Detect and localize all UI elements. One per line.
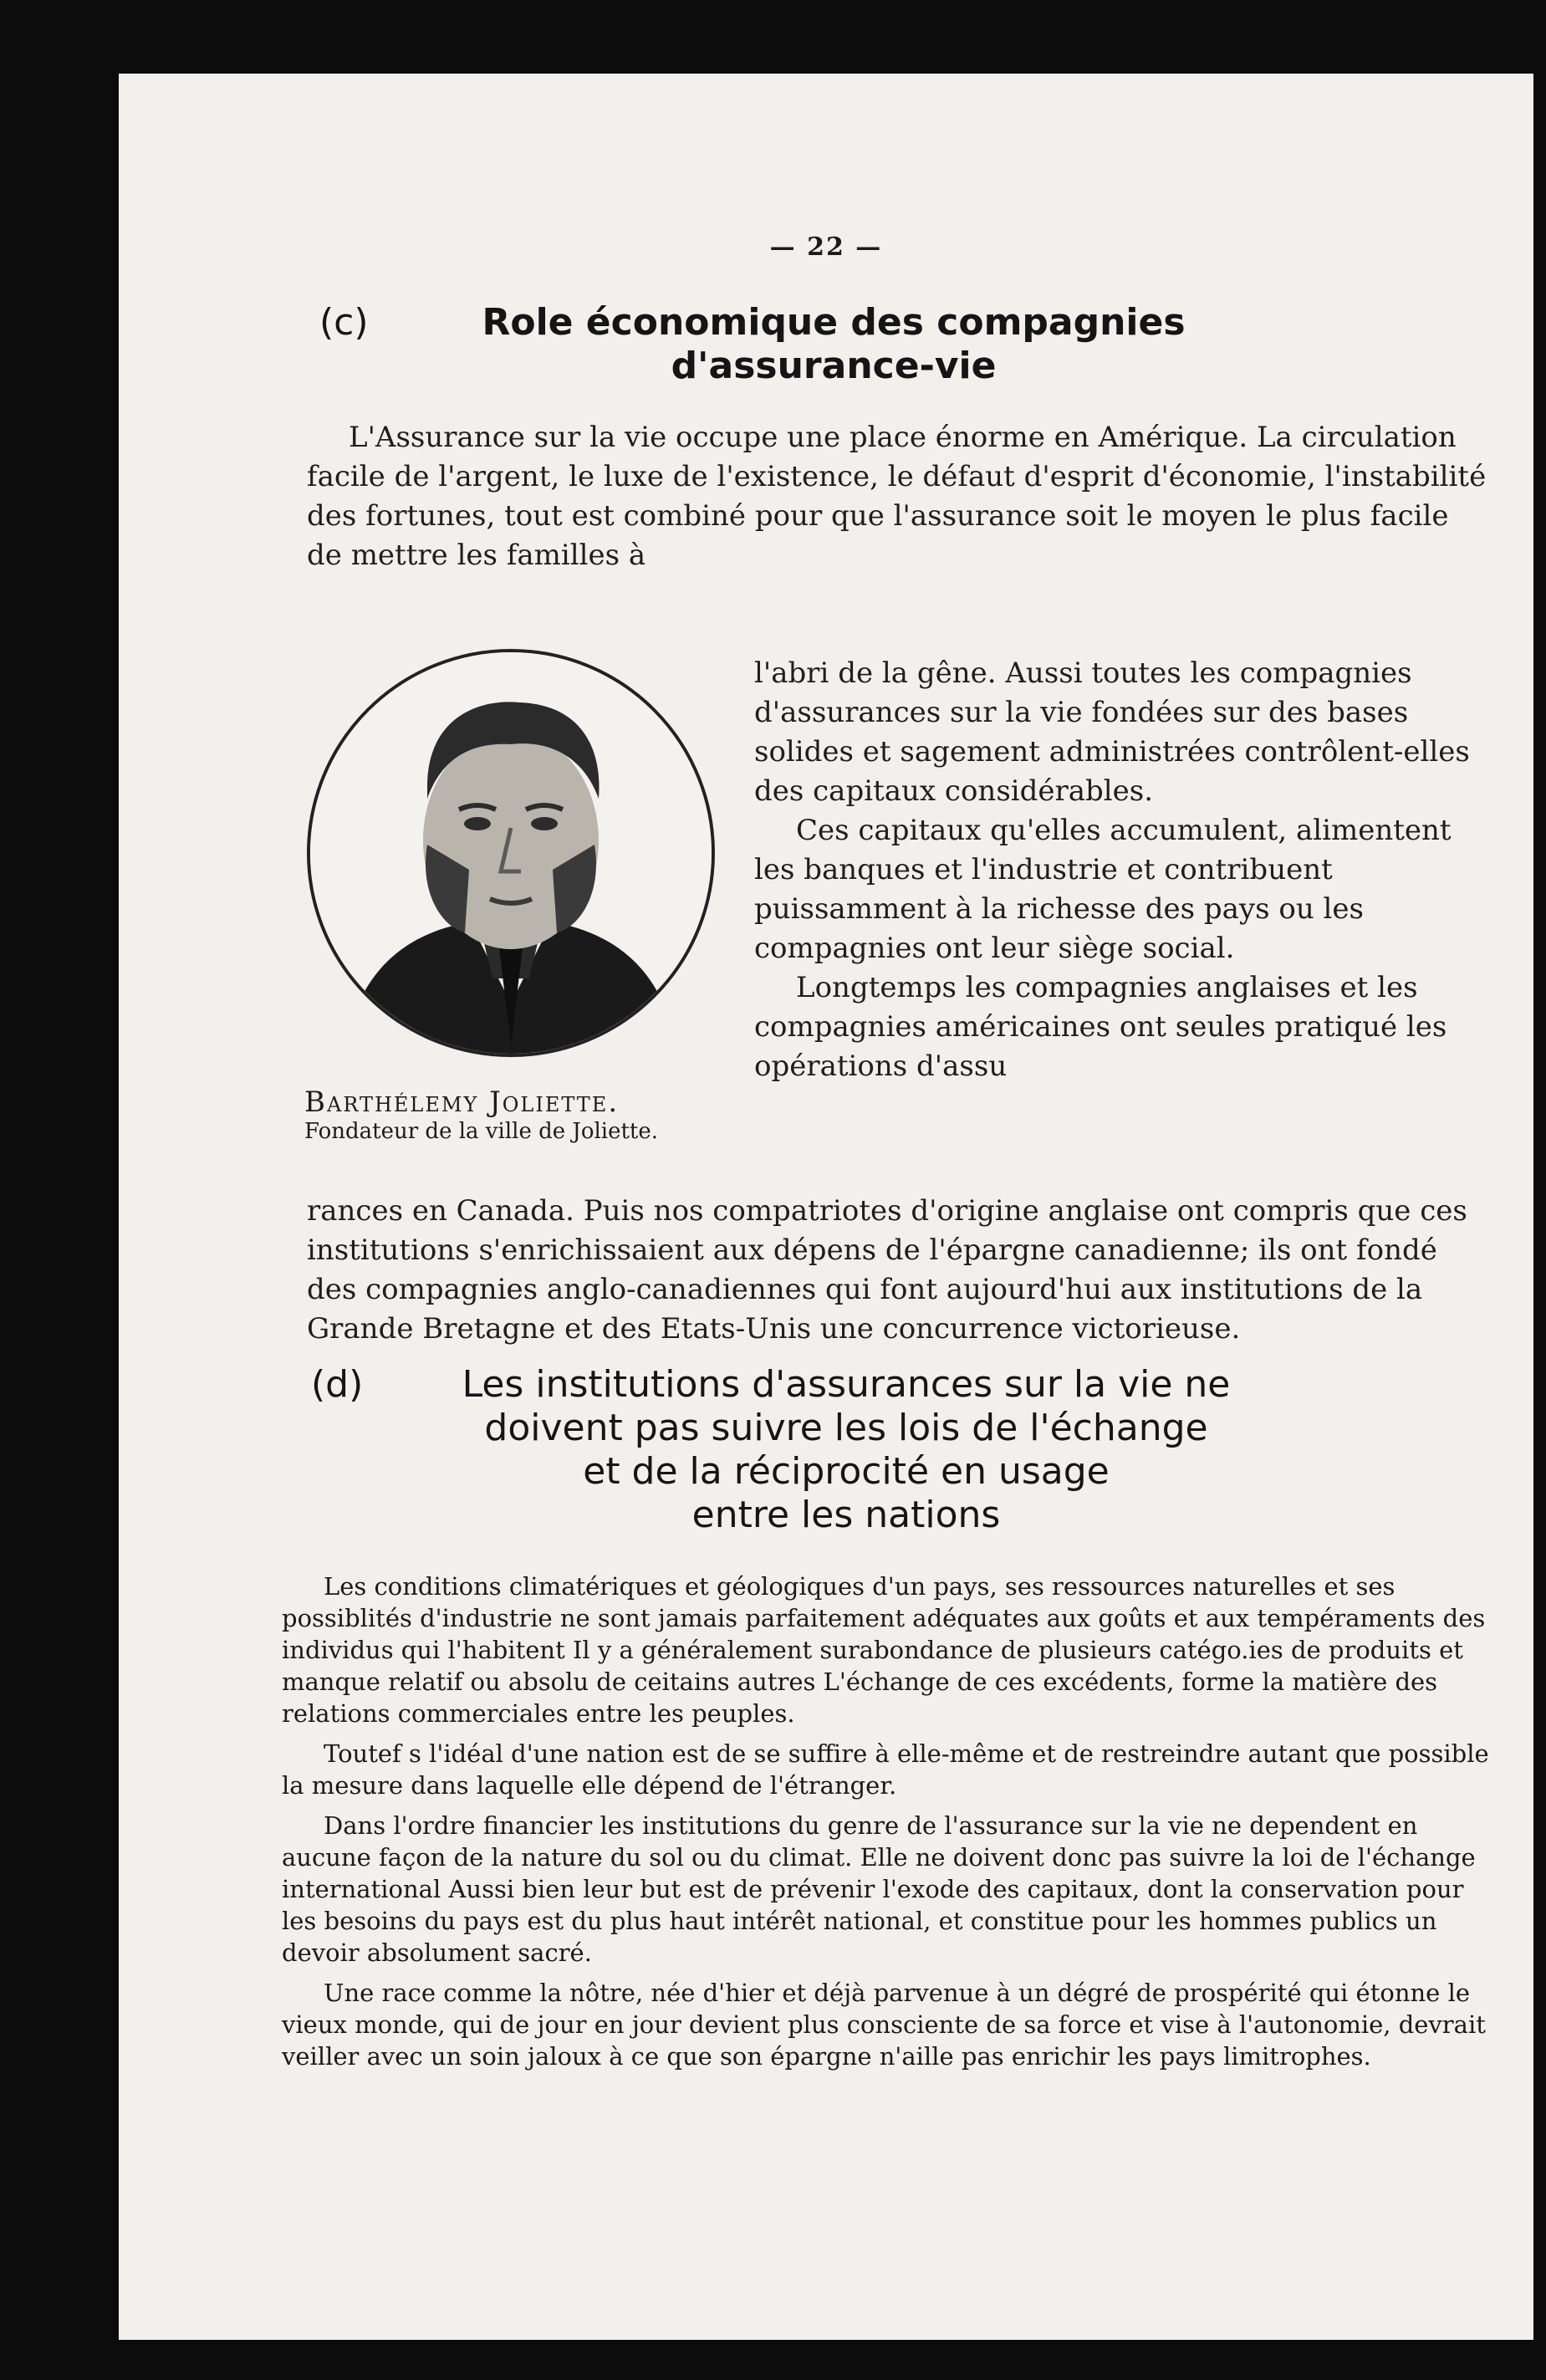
page-number: — 22 —	[769, 232, 883, 262]
section-c-title-line1: Role économique des compagnies	[482, 301, 1186, 344]
section-d-title-line1: Les institutions d'assurances sur la vie ne	[462, 1363, 1231, 1406]
section-c-paragraph1: L'Assurance sur la vie occupe une place énorme en Amérique. La circulation facile de l'argent, le luxe de l'existence, le défaut d'esprit d'économie, l'instabilité des fortunes, tout est combiné pour que l'assurance soit le moyen le plus facile de mettre les familles à	[307, 421, 1487, 572]
section-d-title-line2: doivent pas suivre les lois de l'échange	[484, 1407, 1208, 1449]
section-d-paragraph4: Une race comme la nôtre, née d'hier et déjà parvenue à un dégré de prospérité qui étonne le vieux monde, qui de jour en jour devient plus consciente de sa force et vise à l'autonomie, devrait veiller avec un soin jaloux à ce que son épargne n'aille pas enrichir les pays limitrophes.	[282, 1979, 1486, 2071]
section-d-marker: (d)	[311, 1363, 364, 1406]
portrait-caption-name: Barthélemy Joliette.	[304, 1085, 620, 1119]
document-page	[119, 74, 1533, 2340]
section-c-column-text	[754, 654, 1490, 1086]
section-d-body	[282, 1570, 1490, 2081]
portrait-caption-role: Fondateur de la ville de Joliette.	[304, 1119, 659, 1144]
section-c-heading	[319, 301, 1339, 388]
section-d-paragraph2: Toutef s l'idéal d'une nation est de se suffire à elle-même et de restreindre autant que possible la mesure dans laquelle elle dépend de l'étranger.	[282, 1739, 1489, 1800]
section-d-title-line4: entre les nations	[691, 1494, 1001, 1536]
section-d-paragraph3: Dans l'ordre financier les institutions du genre de l'assurance sur la vie ne dependent en aucune façon de la nature du sol ou du climat. Elle ne doivent donc pas suivre la loi de l'échange international Aussi bien leur but est de prévenir l'exode des capitaux, dont la conservation pour les besoins du pays est du plus haut intérêt national, et constitue pour les hommes publics un devoir absolument sacré.	[282, 1811, 1476, 1967]
section-c-marker: (c)	[319, 301, 369, 344]
section-d-paragraph1: Les conditions climatériques et géologiques d'un pays, ses ressources naturelles et ses possiblités d'industrie ne sont jamais parfaitement adéquates aux goûts et aux tempéraments des individus qui l'habitent Il y a généralement surabondance de plusieurs catégo.ies de produits et manque relatif ou absolu de ceitains autres L'échange de ces excédents, forme la matière des relations commerciales entre les peuples.	[282, 1572, 1486, 1728]
portrait-image	[310, 652, 712, 1054]
section-c-paragraph3-start: Longtemps les compagnies anglaises et les compagnies américaines ont seules pratiqué les opérations d'assu	[754, 971, 1447, 1083]
section-d-heading	[311, 1363, 1373, 1537]
section-c-title-line2: d'assurance-vie	[671, 345, 997, 387]
section-c-paragraph2: Ces capitaux qu'elles accumulent, alimentent les banques et l'industrie et contribuent puissamment à la richesse des pays ou les compagnies ont leur siège social.	[754, 814, 1452, 965]
section-c-paragraph1-continued: l'abri de la gêne. Aussi toutes les compagnies d'assurances sur la vie fondées sur des bases solides et sagement administrées contrôlent-elles des capitaux considérables.	[754, 656, 1470, 808]
section-c-paragraph3: rances en Canada. Puis nos compatriotes d'origine anglaise ont compris que ces institutions s'enrichissaient aux dépens de l'épargne canadienne; ils ont fondé des compagnies anglo-canadiennes qui font aujourd'hui aux institutions de la Grande Bretagne et des Etats-Unis une concurrence victorieuse.	[307, 1194, 1467, 1346]
portrait-caption	[304, 1085, 756, 1144]
portrait-engraving	[307, 649, 715, 1057]
section-d-title-line3: et de la réciprocité en usage	[583, 1450, 1110, 1493]
